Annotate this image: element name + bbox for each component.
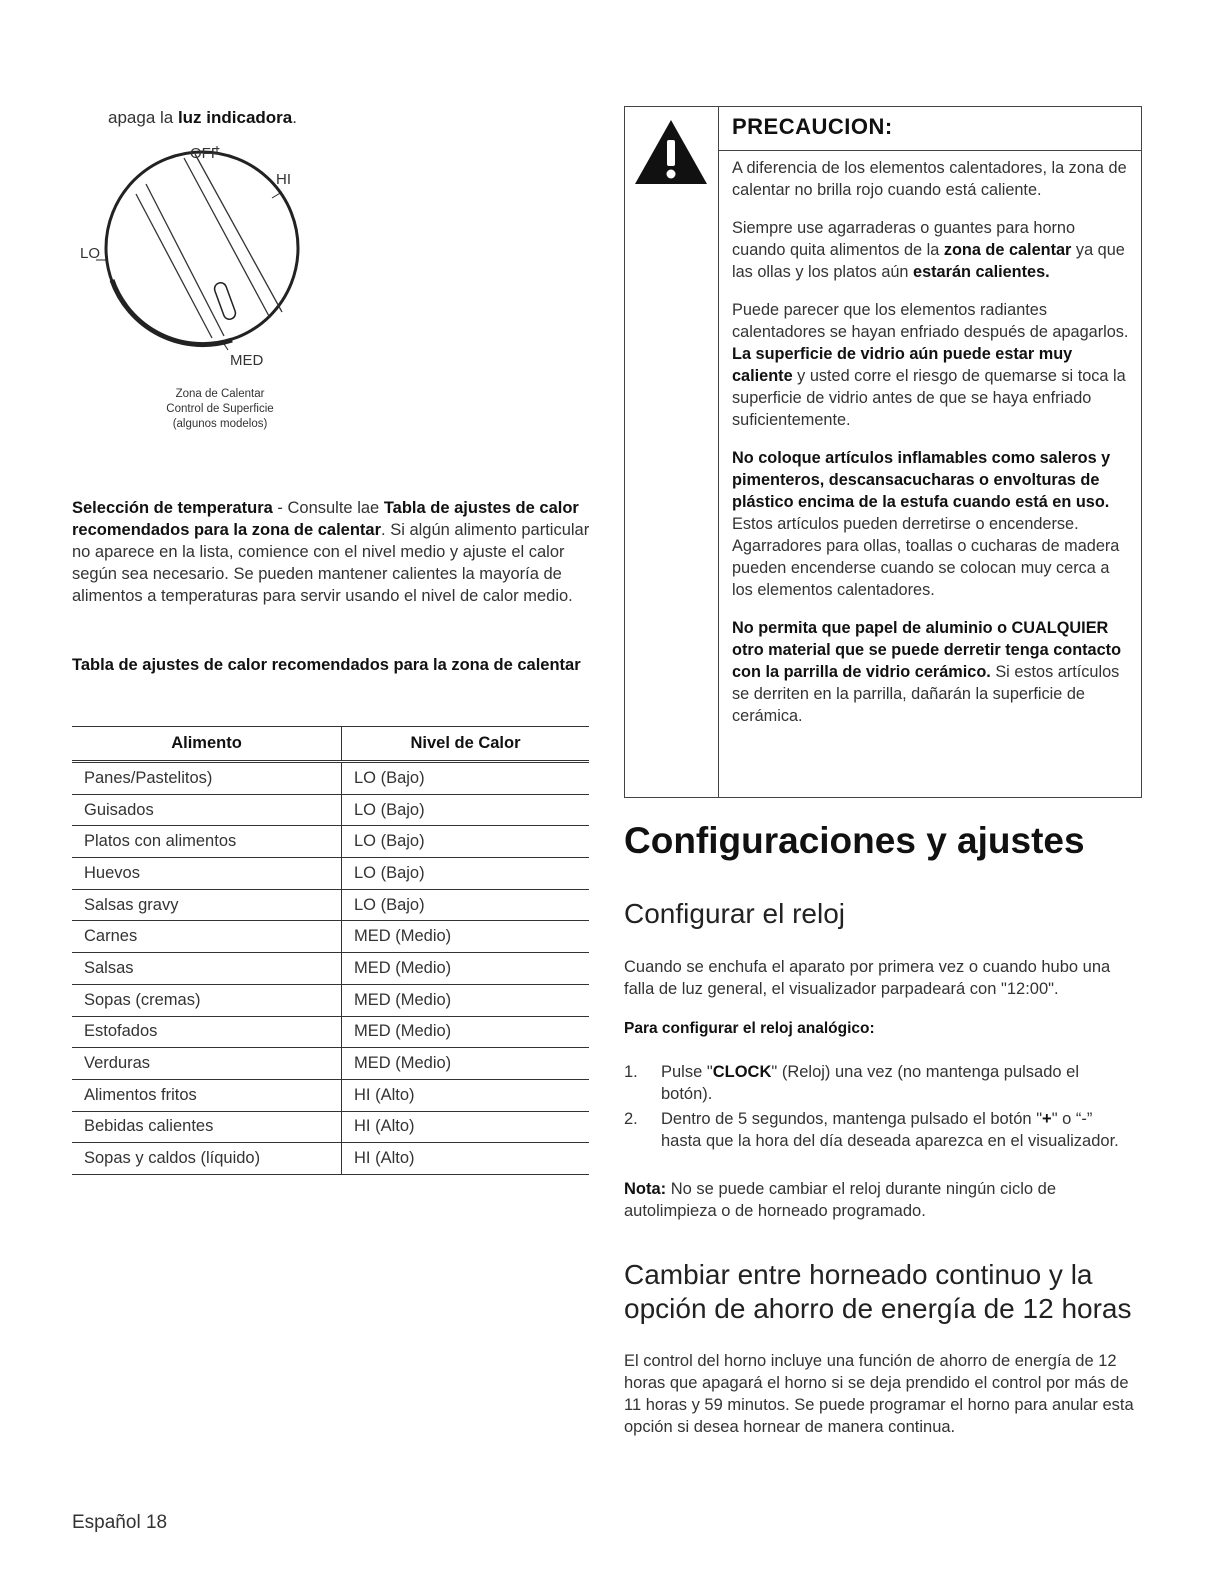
table-heading: Tabla de ajustes de calor recomendados para la zona de calentar (72, 656, 581, 674)
caution-paragraph (732, 447, 1132, 601)
table-row (72, 762, 589, 795)
heat-level-cell: HI (Alto) (342, 1111, 590, 1143)
heat-level-cell: LO (Bajo) (342, 794, 590, 826)
clock-subheading: Para configurar el reloj analógico: (624, 1020, 875, 1037)
paragraph-text: Siempre use agarraderas o guantes para horno cuando quita alimentos de la (732, 219, 1076, 259)
warning-triangle-icon (633, 118, 709, 186)
caution-paragraph (732, 217, 1132, 283)
dial-caption-line: Control de Superficie (166, 403, 274, 415)
table-row (72, 1016, 589, 1048)
dial-label-med: MED (230, 352, 264, 369)
table-row (72, 858, 589, 890)
table-row (72, 1143, 589, 1175)
food-cell: Bebidas calientes (72, 1111, 342, 1143)
caution-body (732, 157, 1132, 743)
dial-label-lo: LO (80, 245, 101, 262)
heat-level-cell: MED (Medio) (342, 1048, 590, 1080)
paragraph-text: ya que las ollas y los platos aún (732, 241, 1125, 281)
step-text-part: Pulse " (661, 1063, 713, 1081)
emphasis: La superficie de vidrio aún puede estar muy caliente (732, 345, 1073, 385)
temperature-selection-lead: Selección de temperatura (72, 499, 273, 517)
intro-line (108, 108, 297, 128)
intro-text: apaga la (108, 108, 178, 127)
clock-button-label: CLOCK (712, 1063, 772, 1081)
step-text-part: " (Reloj) una vez (no mantenga pulsado el botón). (661, 1063, 1080, 1103)
temperature-selection-paragraph (72, 497, 592, 607)
step-text-part: " o “-” hasta que la hora del día deseada aparezca en el visualizador. (661, 1110, 1119, 1150)
heat-level-cell: MED (Medio) (342, 921, 590, 953)
heat-settings-table (72, 726, 589, 1175)
step-number: 2. (624, 1110, 638, 1128)
heat-level-cell: LO (Bajo) (342, 826, 590, 858)
food-cell: Huevos (72, 858, 342, 890)
table-row (72, 889, 589, 921)
table-row (72, 1079, 589, 1111)
food-cell: Alimentos fritos (72, 1079, 342, 1111)
heat-level-cell: LO (Bajo) (342, 889, 590, 921)
page-footer: Español 18 (72, 1512, 168, 1533)
warming-zone-dial-illustration (72, 140, 322, 380)
food-cell: Verduras (72, 1048, 342, 1080)
caution-title-rule (719, 150, 1142, 151)
table-header-row (72, 727, 589, 762)
energy-section-title: Cambiar entre horneado continuo y la opción de ahorro de energía de 12 horas (624, 1259, 1132, 1324)
section-title: Configuraciones y ajustes (624, 820, 1085, 861)
food-cell: Sopas y caldos (líquido) (72, 1143, 342, 1175)
emphasis: No coloque artículos inflamables como saleros y pimenteros, descansacucharas o envolturas de plástico encima de la estufa cuando está en uso. (732, 449, 1111, 511)
caution-title: PRECAUCION: (732, 114, 893, 139)
energy-paragraph: El control del horno incluye una función de ahorro de energía de 12 horas que apagará el horno si se deja prendido el control por más de 11 horas y 59 minutos. Se puede programar el horno para anular esta opción si desea hornear de manera continua. (624, 1352, 1134, 1436)
caution-divider (718, 106, 719, 798)
heat-level-cell: HI (Alto) (342, 1143, 590, 1175)
food-cell: Platos con alimentos (72, 826, 342, 858)
food-cell: Panes/Pastelitos) (72, 762, 342, 795)
heat-level-cell: HI (Alto) (342, 1079, 590, 1111)
step-text (661, 1108, 1134, 1152)
column-header-heat-level: Nivel de Calor (342, 727, 590, 762)
clock-section-title: Configurar el reloj (624, 898, 845, 929)
table-row (72, 826, 589, 858)
dial-label-hi: HI (276, 171, 291, 188)
clock-paragraph: Cuando se enchufa el aparato por primera vez o cuando hubo una falla de luz general, el visualizador parpadeará con "12:00". (624, 958, 1111, 998)
table-row (72, 984, 589, 1016)
caution-paragraph (732, 299, 1132, 431)
paragraph-text: - Consulte lae (272, 499, 384, 517)
clock-note (624, 1178, 1134, 1222)
paragraph-text: . Si algún alimento particular no aparece en la lista, comience con el nivel medio y ajuste el calor según sea necesario. Se pueden mantener calientes la mayoría de alimentos a temperaturas para servir usando el nivel de calor medio. (72, 521, 590, 605)
table-row (72, 1048, 589, 1080)
paragraph-text: Estos artículos pueden derretirse o encenderse. Agarradores para ollas, toallas o cucharas de madera pueden encenderse cuando se colocan muy cerca a los elementos calentadores. (732, 515, 1120, 599)
food-cell: Guisados (72, 794, 342, 826)
food-cell: Salsas (72, 953, 342, 985)
dial-label-off: OFF (190, 145, 220, 162)
heat-level-cell: LO (Bajo) (342, 762, 590, 795)
heat-level-cell: MED (Medio) (342, 953, 590, 985)
column-header-food: Alimento (72, 727, 342, 762)
step-text (661, 1061, 1134, 1105)
clock-step (624, 1108, 1134, 1152)
heat-level-cell: LO (Bajo) (342, 858, 590, 890)
paragraph-text: y usted corre el riesgo de quemarse si toca la superficie de vidrio antes de que se haya enfriado suficientemente. (732, 367, 1126, 429)
plus-button-label: + (1042, 1110, 1052, 1128)
note-label: Nota: (624, 1180, 667, 1198)
caution-paragraph (732, 617, 1132, 727)
emphasis: estarán calientes. (913, 263, 1050, 281)
heat-level-cell: MED (Medio) (342, 1016, 590, 1048)
table-row (72, 921, 589, 953)
clock-steps (624, 1061, 1134, 1155)
dial-caption (120, 387, 320, 432)
food-cell: Estofados (72, 1016, 342, 1048)
emphasis: zona de calentar (943, 241, 1072, 259)
food-cell: Salsas gravy (72, 889, 342, 921)
table-row (72, 794, 589, 826)
paragraph-text: Si estos artículos se derriten en la parrilla, dañarán la superficie de cerámica. (732, 663, 1120, 725)
food-cell: Carnes (72, 921, 342, 953)
dial-caption-line: Zona de Calentar (175, 388, 265, 400)
indicator-light-term: luz indicadora (177, 108, 293, 127)
paragraph-text: Puede parecer que los elementos radiantes calentadores se hayan enfriado después de apagarlos. (732, 301, 1129, 341)
note-text: No se puede cambiar el reloj durante ningún ciclo de autolimpieza o de horneado programado. (624, 1180, 1056, 1220)
table-row (72, 953, 589, 985)
table-reference: Tabla de ajustes de calor recomendados para la zona de calentar (72, 499, 579, 539)
dial-caption-line: (algunos modelos) (172, 418, 268, 430)
emphasis: No permita que papel de aluminio o CUALQUIER otro material que se puede derretir tenga contacto con la parrilla de vidrio cerámico. (732, 619, 1122, 681)
caution-paragraph: A diferencia de los elementos calentadores, la zona de calentar no brilla rojo cuando está caliente. (732, 159, 1127, 199)
intro-suffix: . (292, 108, 297, 127)
food-cell: Sopas (cremas) (72, 984, 342, 1016)
step-number: 1. (624, 1063, 638, 1081)
step-text-part: Dentro de 5 segundos, mantenga pulsado el botón " (661, 1110, 1043, 1128)
clock-step (624, 1061, 1134, 1105)
heat-level-cell: MED (Medio) (342, 984, 590, 1016)
table-row (72, 1111, 589, 1143)
